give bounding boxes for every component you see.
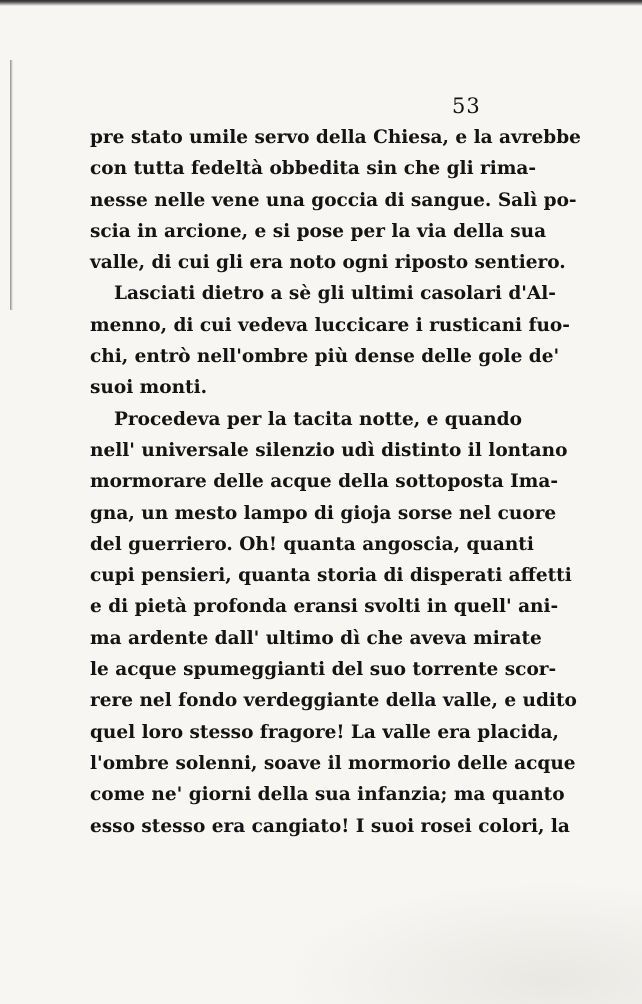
text-line: nesse nelle vene una goccia di sangue. Salì po- xyxy=(90,189,577,211)
text-line: chi, entrò nell'ombre più dense delle gole de' xyxy=(90,346,560,368)
binding-shadow xyxy=(10,60,13,310)
body-text xyxy=(90,122,581,842)
paragraph-3 xyxy=(90,404,577,842)
text-line: valle, di cui gli era noto ogni riposto sentiero. xyxy=(90,252,566,274)
text-line: esso stesso era cangiato! I suoi rosei colori, la xyxy=(90,815,570,837)
text-line: menno, di cui vedeva luccicare i rusticani fuo- xyxy=(90,314,570,336)
text-line: le acque spumeggianti del suo torrente scor- xyxy=(90,659,557,681)
paragraph-2 xyxy=(90,278,570,403)
paper-stain xyxy=(280,880,642,1004)
text-line: nell' universale silenzio udì distinto il lontano xyxy=(90,439,568,461)
text-line: del guerriero. Oh! quanta angoscia, quanti xyxy=(90,533,534,555)
text-line: ma ardente dall' ultimo dì che aveva mirate xyxy=(90,627,542,649)
text-line: Procedeva per la tacita notte, e quando xyxy=(114,408,522,430)
text-line: con tutta fedeltà obbedita sin che gli rima- xyxy=(90,158,537,180)
text-line: e di pietà profonda eransi svolti in quell' ani- xyxy=(90,596,559,618)
paragraph-1 xyxy=(90,122,581,278)
text-line: rere nel fondo verdeggiante della valle, e udito xyxy=(90,690,577,712)
page-number: 53 xyxy=(452,94,481,118)
page-top-edge xyxy=(0,0,642,6)
text-line: quel loro stesso fragore! La valle era placida, xyxy=(90,721,559,743)
text-line: gna, un mesto lampo di gioja sorse nel cuore xyxy=(90,502,557,524)
text-line: scia in arcione, e si pose per la via della sua xyxy=(90,220,547,242)
text-line: cupi pensieri, quanta storia di disperati affetti xyxy=(90,565,572,587)
text-line: l'ombre solenni, soave il mormorio delle acque xyxy=(90,752,576,774)
text-line: come ne' giorni della sua infanzia; ma quanto xyxy=(90,784,565,806)
text-line: pre stato umile servo della Chiesa, e la avrebbe xyxy=(90,127,581,148)
text-line: Lasciati dietro a sè gli ultimi casolari d'Al- xyxy=(114,283,556,305)
text-line: mormorare delle acque della sottoposta Ima- xyxy=(90,471,559,493)
text-line: suoi monti. xyxy=(90,377,208,399)
